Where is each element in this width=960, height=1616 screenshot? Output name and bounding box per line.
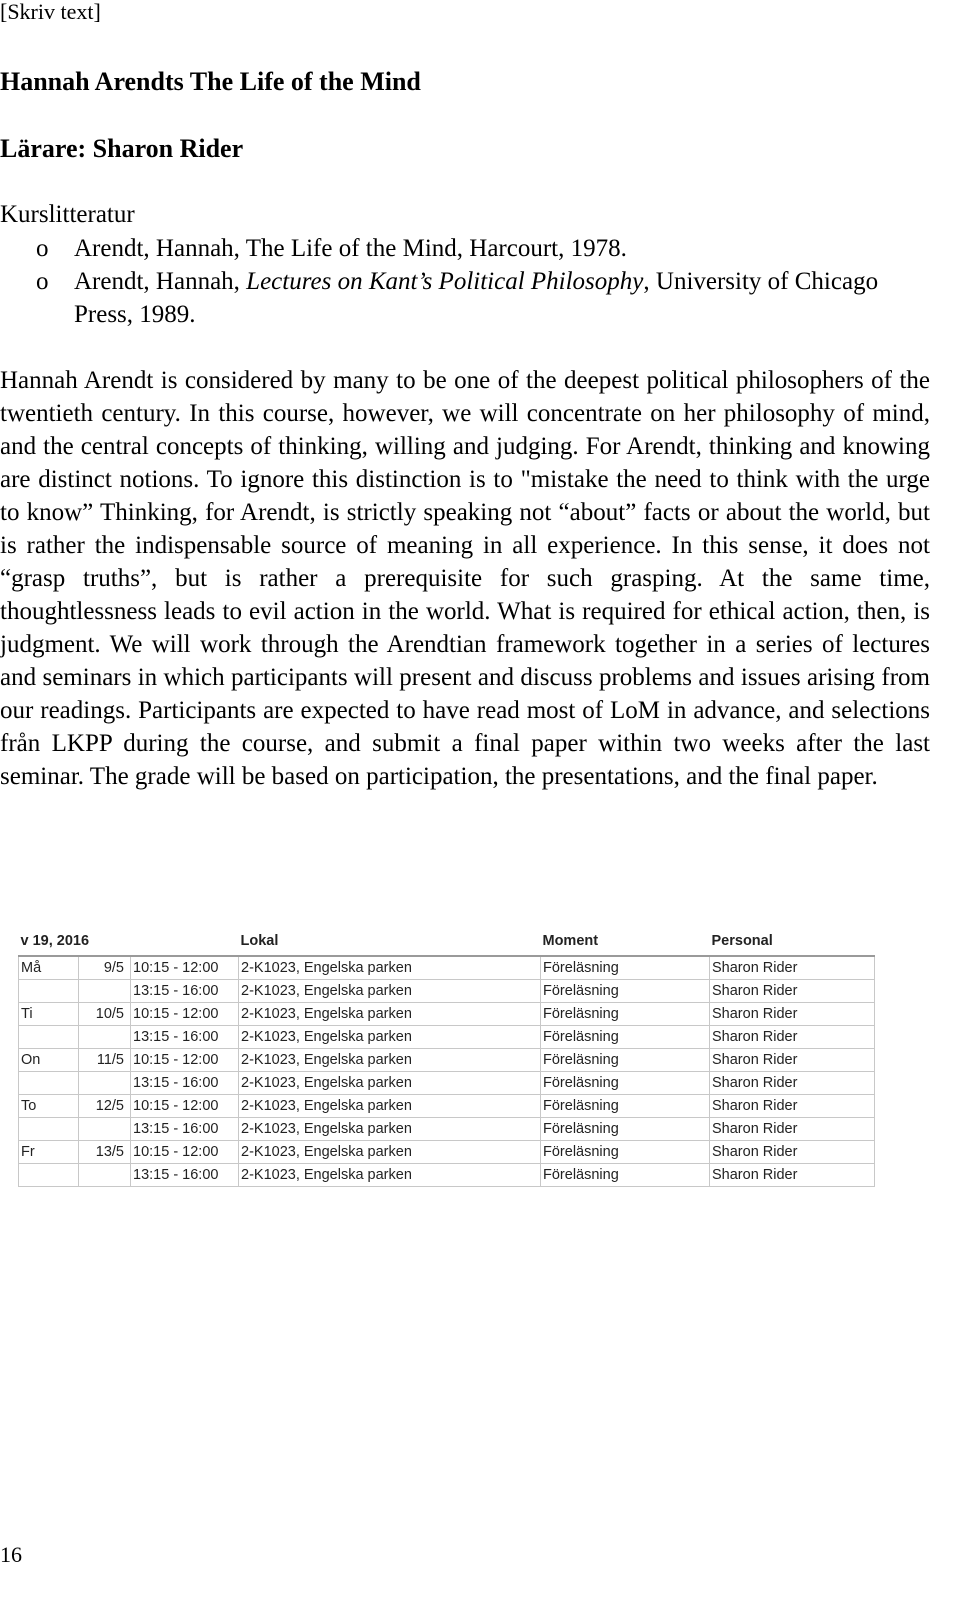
room-cell: 2-K1023, Engelska parken xyxy=(239,1141,541,1164)
day-cell: On xyxy=(19,1049,79,1072)
room-header: Lokal xyxy=(240,933,279,949)
literature-item xyxy=(0,265,930,331)
time-cell: 10:15 - 12:00 xyxy=(131,956,239,980)
staff-cell: Sharon Rider xyxy=(710,980,875,1003)
table-row xyxy=(19,980,875,1003)
room-cell: 2-K1023, Engelska parken xyxy=(239,956,541,980)
table-row xyxy=(19,1072,875,1095)
time-cell: 10:15 - 12:00 xyxy=(131,1095,239,1118)
time-cell: 13:15 - 16:00 xyxy=(131,1164,239,1187)
day-cell xyxy=(19,1118,79,1141)
date-cell xyxy=(79,1118,131,1141)
table-row xyxy=(19,956,875,980)
staff-cell: Sharon Rider xyxy=(710,1003,875,1026)
date-cell xyxy=(79,980,131,1003)
course-description: Hannah Arendt is considered by many to be one of the deepest political philosophers of the twentieth century. In this course, however, we will concentrate on her philosophy of mind, and the central concepts of thinking, willing and judging. For Arendt, thinking and knowing are distinct notions. To ignore this distinction is to "mistake the need to think with the urge to know” Thinking, for Arendt, is strictly speaking not “about” facts or about the world, but is rather the indispensable source of meaning in all experience. In this sense, it does not “grasp truths”, but is rather a prerequisite for such grasping. At the same time, thoughtlessness leads to evil action in the world. What is required for ethical action, then, is judgment. We will work through the Arendtian framework together in a series of lectures and seminars in which participants will present and discuss problems and issues arising from our readings. Participants are expected to have read most of LoM in advance, and selections från LKPP during the course, and submit a final paper within two weeks after the last seminar. The grade will be based on participation, the presentations, and the final paper. xyxy=(0,367,930,790)
bullet-marker: o xyxy=(36,235,49,262)
staff-cell: Sharon Rider xyxy=(710,1118,875,1141)
moment-cell: Föreläsning xyxy=(541,1049,710,1072)
table-row xyxy=(19,1164,875,1187)
moment-cell: Föreläsning xyxy=(541,980,710,1003)
room-cell: 2-K1023, Engelska parken xyxy=(239,1003,541,1026)
room-cell: 2-K1023, Engelska parken xyxy=(239,1118,541,1141)
time-cell: 10:15 - 12:00 xyxy=(131,1003,239,1026)
literature-heading: Kurslitteratur xyxy=(0,201,135,228)
time-cell: 10:15 - 12:00 xyxy=(131,1141,239,1164)
moment-cell: Föreläsning xyxy=(541,1141,710,1164)
room-cell: 2-K1023, Engelska parken xyxy=(239,1164,541,1187)
time-cell: 13:15 - 16:00 xyxy=(131,1118,239,1141)
day-cell xyxy=(19,1164,79,1187)
staff-cell: Sharon Rider xyxy=(710,1049,875,1072)
date-cell: 12/5 xyxy=(79,1095,131,1118)
staff-cell: Sharon Rider xyxy=(710,956,875,980)
moment-cell: Föreläsning xyxy=(541,1164,710,1187)
time-cell: 13:15 - 16:00 xyxy=(131,1026,239,1049)
page-header: [Skriv text] xyxy=(0,0,101,24)
day-cell: Ti xyxy=(19,1003,79,1026)
schedule xyxy=(18,931,874,1187)
date-cell: 10/5 xyxy=(79,1003,131,1026)
literature-title-italic: Lectures on Kant’s Political Philosophy xyxy=(246,268,644,295)
staff-cell: Sharon Rider xyxy=(710,1072,875,1095)
date-cell xyxy=(79,1164,131,1187)
page-title: Hannah Arendts The Life of the Mind xyxy=(0,67,421,96)
date-cell: 11/5 xyxy=(79,1049,131,1072)
table-row xyxy=(19,1141,875,1164)
date-cell: 9/5 xyxy=(79,956,131,980)
staff-header: Personal xyxy=(711,933,773,949)
literature-text-after: , University of Chicago Press, 1989. xyxy=(74,268,879,328)
day-cell: Må xyxy=(19,956,79,980)
room-cell: 2-K1023, Engelska parken xyxy=(239,1095,541,1118)
moment-cell: Föreläsning xyxy=(541,1095,710,1118)
room-cell: 2-K1023, Engelska parken xyxy=(239,1072,541,1095)
teacher-line: Lärare: Sharon Rider xyxy=(0,134,244,163)
week-header: v 19, 2016 xyxy=(20,933,90,949)
day-cell xyxy=(19,980,79,1003)
literature-text: Arendt, Hannah, The Life of the Mind, Harcourt, 1978. xyxy=(74,235,627,262)
bullet-marker: o xyxy=(36,268,49,295)
table-row xyxy=(19,1095,875,1118)
day-cell: To xyxy=(19,1095,79,1118)
page-number: 16 xyxy=(0,1542,22,1567)
room-cell: 2-K1023, Engelska parken xyxy=(239,980,541,1003)
moment-cell: Föreläsning xyxy=(541,956,710,980)
table-row xyxy=(19,1049,875,1072)
day-cell xyxy=(19,1026,79,1049)
literature-item xyxy=(0,232,930,265)
room-cell: 2-K1023, Engelska parken xyxy=(239,1049,541,1072)
day-cell xyxy=(19,1072,79,1095)
day-cell: Fr xyxy=(19,1141,79,1164)
schedule-header-row xyxy=(19,931,875,956)
time-cell: 10:15 - 12:00 xyxy=(131,1049,239,1072)
room-cell: 2-K1023, Engelska parken xyxy=(239,1026,541,1049)
schedule-body xyxy=(19,956,875,1187)
table-row xyxy=(19,1026,875,1049)
time-cell: 13:15 - 16:00 xyxy=(131,1072,239,1095)
table-row xyxy=(19,1003,875,1026)
date-cell xyxy=(79,1072,131,1095)
table-row xyxy=(19,1118,875,1141)
moment-cell: Föreläsning xyxy=(541,1072,710,1095)
staff-cell: Sharon Rider xyxy=(710,1141,875,1164)
moment-header: Moment xyxy=(542,933,599,949)
date-cell: 13/5 xyxy=(79,1141,131,1164)
time-cell: 13:15 - 16:00 xyxy=(131,980,239,1003)
schedule-table xyxy=(18,931,875,1187)
staff-cell: Sharon Rider xyxy=(710,1164,875,1187)
literature-list xyxy=(0,232,930,331)
moment-cell: Föreläsning xyxy=(541,1003,710,1026)
moment-cell: Föreläsning xyxy=(541,1118,710,1141)
staff-cell: Sharon Rider xyxy=(710,1095,875,1118)
date-cell xyxy=(79,1026,131,1049)
literature-text: Arendt, Hannah, xyxy=(74,268,247,295)
staff-cell: Sharon Rider xyxy=(710,1026,875,1049)
moment-cell: Föreläsning xyxy=(541,1026,710,1049)
